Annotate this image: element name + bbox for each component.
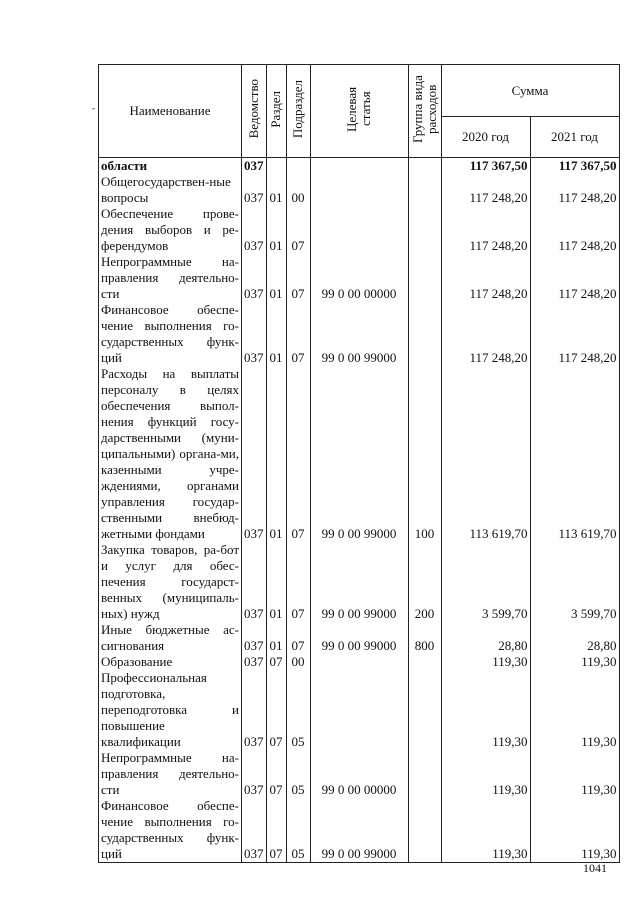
cell-target [310, 206, 408, 254]
cell-target: 99 0 00 99000 [310, 542, 408, 622]
cell-sum-2020: 119,30 [441, 798, 530, 863]
cell-group: 200 [408, 542, 441, 622]
cell-sum-2021: 119,30 [530, 798, 619, 863]
cell-sum-2020: 113 619,70 [441, 366, 530, 542]
table-row [99, 670, 620, 750]
cell-sum-2020: 119,30 [441, 670, 530, 750]
cell-name: Финансовое обеспе-чение выполнения го-сударственных функ-ций [99, 798, 242, 863]
header-target: Целевая статья [310, 65, 408, 158]
cell-sum-2020: 28,80 [441, 622, 530, 654]
cell-sum-2021: 119,30 [530, 654, 619, 670]
cell-group [408, 654, 441, 670]
cell-sum-2020: 3 599,70 [441, 542, 530, 622]
cell-vedomstvo: 037 [242, 302, 267, 366]
cell-razdel: 01 [266, 206, 286, 254]
cell-vedomstvo: 037 [242, 750, 267, 798]
cell-sum-2021: 117 367,50 [530, 158, 619, 175]
cell-name: Иные бюджетные ас-сигнования [99, 622, 242, 654]
cell-sum-2021: 28,80 [530, 622, 619, 654]
table-row [99, 302, 620, 366]
header-year-2020: 2020 год [441, 117, 530, 158]
cell-vedomstvo: 037 [242, 366, 267, 542]
cell-razdel: 01 [266, 542, 286, 622]
cell-group [408, 798, 441, 863]
cell-group [408, 670, 441, 750]
cell-name: Финансовое обеспе-чение выполнения го-сударственных функ-ций [99, 302, 242, 366]
table-row [99, 158, 620, 175]
cell-sum-2021: 117 248,20 [530, 174, 619, 206]
cell-sum-2021: 117 248,20 [530, 206, 619, 254]
table-row [99, 654, 620, 670]
cell-vedomstvo: 037 [242, 670, 267, 750]
cell-group [408, 302, 441, 366]
cell-razdel: 07 [266, 798, 286, 863]
cell-vedomstvo: 037 [242, 622, 267, 654]
cell-podrazdel: 05 [286, 670, 310, 750]
cell-sum-2021: 117 248,20 [530, 254, 619, 302]
cell-name: Общегосударствен-ные вопросы [99, 174, 242, 206]
cell-group [408, 206, 441, 254]
page-number: 1041 [583, 861, 607, 875]
cell-razdel: 01 [266, 366, 286, 542]
header-group: Группа вида расходов [408, 65, 441, 158]
cell-target: 99 0 00 00000 [310, 254, 408, 302]
cell-group: 100 [408, 366, 441, 542]
cell-target: 99 0 00 99000 [310, 622, 408, 654]
table-body [99, 158, 620, 863]
cell-podrazdel: 05 [286, 798, 310, 863]
header-sum: Сумма [441, 65, 619, 117]
cell-name: Закупка товаров, ра-бот и услуг для обес-печения государст-венных (муниципаль-ных) нужд [99, 542, 242, 622]
table-row [99, 254, 620, 302]
cell-vedomstvo: 037 [242, 158, 267, 175]
table-row [99, 798, 620, 863]
cell-name: Обеспечение прове-дения выборов и ре-ферендумов [99, 206, 242, 254]
cell-sum-2021: 117 248,20 [530, 302, 619, 366]
cell-sum-2021: 119,30 [530, 670, 619, 750]
cell-sum-2020: 119,30 [441, 654, 530, 670]
header-name: Наименование [99, 65, 242, 158]
table-row [99, 750, 620, 798]
table-row [99, 622, 620, 654]
cell-podrazdel: 07 [286, 254, 310, 302]
cell-sum-2020: 117 367,50 [441, 158, 530, 175]
cell-target: 99 0 00 99000 [310, 302, 408, 366]
cell-razdel [266, 158, 286, 175]
cell-vedomstvo: 037 [242, 654, 267, 670]
cell-name: Образование [99, 654, 242, 670]
cell-sum-2021: 119,30 [530, 750, 619, 798]
cell-sum-2020: 117 248,20 [441, 174, 530, 206]
cell-target: 99 0 00 99000 [310, 366, 408, 542]
header-podrazdel: Подраздел [286, 65, 310, 158]
table-row [99, 206, 620, 254]
cell-podrazdel: 07 [286, 206, 310, 254]
cell-name: Непрограммные на-правления деятельно-сти [99, 750, 242, 798]
cell-vedomstvo: 037 [242, 254, 267, 302]
cell-podrazdel: 07 [286, 366, 310, 542]
cell-razdel: 01 [266, 622, 286, 654]
cell-razdel: 01 [266, 254, 286, 302]
cell-vedomstvo: 037 [242, 206, 267, 254]
cell-vedomstvo: 037 [242, 542, 267, 622]
cell-group [408, 158, 441, 175]
cell-target [310, 158, 408, 175]
table-row [99, 174, 620, 206]
header-razdel: Раздел [266, 65, 286, 158]
cell-podrazdel: 07 [286, 622, 310, 654]
cell-target [310, 174, 408, 206]
budget-table [98, 64, 620, 863]
cell-target: 99 0 00 00000 [310, 750, 408, 798]
cell-name: Профессиональная подготовка, переподготовка и повышение квалификации [99, 670, 242, 750]
cell-sum-2020: 117 248,20 [441, 206, 530, 254]
cell-group [408, 174, 441, 206]
table-row [99, 542, 620, 622]
cell-vedomstvo: 037 [242, 174, 267, 206]
cell-podrazdel: 00 [286, 174, 310, 206]
cell-target [310, 654, 408, 670]
cell-razdel: 01 [266, 302, 286, 366]
cell-group [408, 750, 441, 798]
header-vedomstvo: Ведомство [242, 65, 267, 158]
cell-target: 99 0 00 99000 [310, 798, 408, 863]
cell-target [310, 670, 408, 750]
cell-sum-2020: 119,30 [441, 750, 530, 798]
cell-sum-2020: 117 248,20 [441, 302, 530, 366]
cell-group: 800 [408, 622, 441, 654]
cell-vedomstvo: 037 [242, 798, 267, 863]
header-year-2021: 2021 год [530, 117, 619, 158]
cell-podrazdel [286, 158, 310, 175]
cell-podrazdel: 05 [286, 750, 310, 798]
cell-razdel: 01 [266, 174, 286, 206]
table-row [99, 366, 620, 542]
cell-podrazdel: 07 [286, 542, 310, 622]
cell-razdel: 07 [266, 654, 286, 670]
cell-name: области [99, 158, 242, 175]
cell-razdel: 07 [266, 750, 286, 798]
cell-podrazdel: 07 [286, 302, 310, 366]
cell-sum-2021: 113 619,70 [530, 366, 619, 542]
cell-group [408, 254, 441, 302]
margin-mark: - [92, 103, 95, 113]
cell-sum-2020: 117 248,20 [441, 254, 530, 302]
cell-podrazdel: 00 [286, 654, 310, 670]
cell-name: Расходы на выплаты персоналу в целях обеспечения выпол-нения функций госу-дарственными (муни-ципальными) органа-ми, казенными учре-ждениями, органами управления государ-ственными внебюд-жетными фондами [99, 366, 242, 542]
cell-name: Непрограммные на-правления деятельно-сти [99, 254, 242, 302]
cell-sum-2021: 3 599,70 [530, 542, 619, 622]
cell-razdel: 07 [266, 670, 286, 750]
